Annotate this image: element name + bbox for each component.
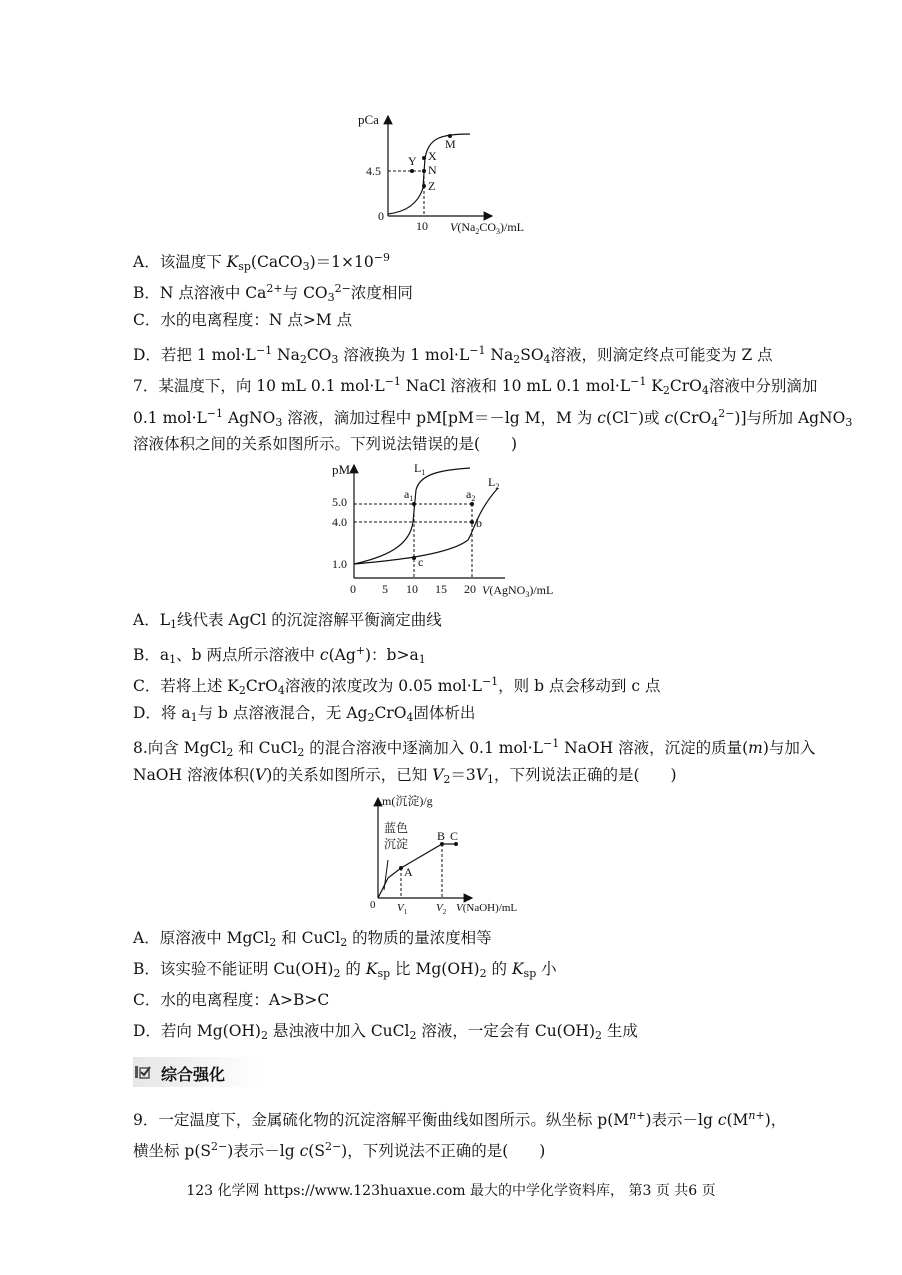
q8-stem-2: NaOH 溶液体积(V)的关系如图所示，已知 $V_2=3V_1$，下列说法正确的是( ) [133, 766, 677, 786]
q8-option-d: D．若向 $Mg(OH)_2$ 悬浊液中加入 CuCl$_2$ 溶液，一定会有 $Cu(OH)_2$ 生成 [133, 1022, 638, 1042]
q7-option-a: A．$L_1$线代表 AgCl 的沉淀溶解平衡滴定曲线 [133, 611, 442, 631]
q8-option-c: C．水的电离程度：A>B>C [133, 991, 330, 1009]
x-tick-15: 15 [435, 582, 447, 596]
label-a2: $a_2$ [466, 487, 476, 503]
point-c [412, 556, 416, 560]
q6-option-a: A．该温度下 $K_{sp}(CaCO_3)=1\times 10^{-9}$ [133, 251, 390, 273]
q9-stem-1: 9．一定温度下，金属硫化物的沉淀溶解平衡曲线如图所示。纵坐标 $p(M^{n+})$表示－lg $c(M^{n+})$， [133, 1109, 787, 1129]
x-tick-v2: $V_2$ [436, 902, 447, 916]
figure-pca-titration [340, 108, 560, 238]
point-z [422, 184, 426, 188]
x-tick-10: 10 [406, 582, 418, 596]
label-n: N [428, 163, 437, 177]
x-tick-5: 5 [382, 582, 388, 596]
q7-stem-1: 7．某温度下，向 10 mL 0.1 $mol\cdot L^{-1}$ NaCl 溶液和 10 mL 0.1 $mol\cdot L^{-1}$ $K_2CrO_4$溶液中分别滴加 [133, 375, 818, 397]
q8-option-b: B．该实验不能证明 $Cu(OH)_2$ 的 $K_{sp}$ 比 $Mg(OH)_2$ 的 $K_{sp}$ 小 [133, 960, 557, 980]
x-label: V(NaOH)/mL [456, 902, 518, 914]
curve-l1 [354, 468, 470, 564]
x-tick: 10 [416, 219, 428, 233]
q6-option-c: C．水的电离程度：N 点>M 点 [133, 311, 353, 329]
q6-option-b: B．N 点溶液中 $Ca^{2+}$与 $CO_3^{2-}$浓度相同 [133, 282, 413, 304]
point-b [470, 520, 474, 524]
y-label: pCa [358, 112, 379, 127]
q7-stem-2: 0.1 $mol\cdot L^{-1}$ AgNO$_3$ 溶液，滴加过程中 pM[pM＝－lg M，M 为 c(Cl−)或 c(CrO$_4^{2-}$)]与所加 AgNO$_3$ [133, 407, 853, 429]
q8-stem-1: 8.向含 MgCl$_2$ 和 CuCl$_2$ 的混合溶液中逐滴加入 0.1 $mol\cdot L^{-1}$ NaOH 溶液，沉淀的质量(m)与加入 [133, 737, 816, 759]
label-m: M [445, 137, 456, 151]
label-a: A [404, 865, 413, 879]
x-label: $V(Na_2CO_3)/mL$ [450, 220, 525, 236]
x-label: V(AgNO$_3$)/mL [482, 583, 554, 599]
note-precipitate: 沉淀 [384, 837, 409, 851]
origin-label: 0 [378, 209, 384, 223]
q7-stem-3: 溶液体积之间的关系如图所示。下列说法错误的是( ) [133, 435, 518, 453]
q6-option-d: D．若把 1 $mol\cdot L^{-1}$ $Na_2CO_3$ 溶液换为 1 $mol\cdot L^{-1}$ $Na_2SO_4$溶液，则滴定终点可能变为 Z 点 [133, 344, 773, 366]
origin-label: 0 [370, 899, 376, 911]
figure-precipitate-mass [360, 790, 540, 920]
label-b: B [437, 829, 446, 843]
point-n [422, 169, 426, 173]
note-blue: 蓝色 [384, 821, 409, 835]
label-c: C [450, 829, 459, 843]
label-c: c [418, 555, 424, 569]
y-tick-4: 4.0 [332, 515, 347, 529]
y-tick-5: 5.0 [332, 495, 347, 509]
label-z: Z [428, 179, 436, 193]
y-label: pM [332, 462, 351, 477]
q7-option-d: D．将 $a_1$与 b 点溶液混合，无 $Ag_2CrO_4$固体析出 [133, 704, 476, 724]
label-x: X [428, 149, 437, 163]
label-l1: $L_1$ [414, 461, 426, 477]
y-tick: 4.5 [366, 164, 381, 178]
q9-stem-2: 横坐标 $p(S^{2-})$表示－lg $c(S^{2-})$，下列说法不正确的是( ) [133, 1140, 546, 1160]
x-tick-v1: $V_1$ [397, 902, 408, 916]
q7-option-b: B．$a_1$、b 两点所示溶液中 c(Ag+)：$b>a_1$ [133, 644, 426, 666]
q8-option-a: A．原溶液中 MgCl$_2$ 和 CuCl$_2$ 的物质的量浓度相等 [133, 929, 492, 949]
q7-option-c: C．若将上述 $K_2CrO_4$溶液的浓度改为 0.05 $mol\cdot L^{-1}$，则 b 点会移动到 c 点 [133, 675, 661, 697]
mass-curve [378, 844, 458, 898]
arrow-pointer [384, 860, 388, 890]
section-header [133, 1057, 261, 1087]
x-tick-20: 20 [464, 582, 476, 596]
y-tick-1: 1.0 [332, 557, 347, 571]
y-label: m(沉淀)/g [382, 794, 433, 808]
label-a1: $a_1$ [404, 487, 414, 503]
section-title: 综合强化 [161, 1065, 226, 1084]
label-b: b [476, 516, 482, 530]
point-x [422, 156, 426, 160]
check-icon [135, 1065, 151, 1079]
point-a [399, 866, 403, 870]
x-tick-0: 0 [350, 582, 356, 596]
page-footer: 123 化学网 https://www.123huaxue.com 最大的中学化学资料库， 第3 页 共6 页 [186, 1183, 716, 1199]
label-y: Y [408, 154, 417, 168]
point-y [410, 169, 414, 173]
label-l2: $L_2$ [488, 475, 500, 491]
figure-pm-titration [330, 460, 580, 600]
